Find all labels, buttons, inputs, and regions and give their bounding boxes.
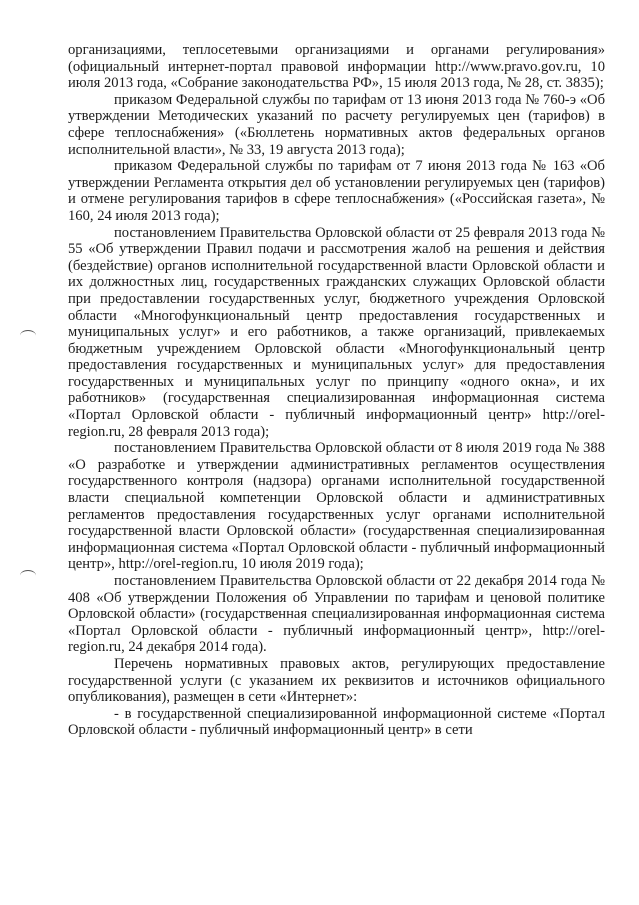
paragraph-order-163: приказом Федеральной службы по тарифам от 7 июня 2013 года № 163 «Об утверждении Регламента открытия дел об установлении регулируемых цен (тарифов) и отмене регулирования тарифов в сфере теплоснабжения» («Российская газета», № 160, 24 июля 2013 года); [68,158,605,224]
document-body [68,42,605,739]
paragraph-list-item: - в государственной специализированной информационной системе «Портал Орловской области - публичный информационный центр» в сети [68,705,605,739]
binder-hole-mark [20,570,36,581]
paragraph-list-statement: Перечень нормативных правовых актов, регулирующих предоставление государственной услуги (с указанием их реквизитов и источников официального опубликования), размещен в сети «Интернет»: [68,655,605,706]
paragraph-order-760e: приказом Федеральной службы по тарифам от 13 июня 2013 года № 760-э «Об утверждении Методических указаний по расчету регулируемых цен (тарифов) в сфере теплоснабжения» («Бюллетень нормативных актов федеральных органов исполнительной власти», № 33, 19 августа 2013 года); [68,91,605,158]
paragraph-resolution-408: постановлением Правительства Орловской области от 22 декабря 2014 года № 408 «Об утверждении Положения об Управлении по тарифам и ценовой политике Орловской области» (государственная специализированная информационная система «Портал Орловской области - публичный информационный центр», http://orel-region.ru, 24 декабря 2014 года). [68,573,605,656]
paragraph-continuation: организациями, теплосетевыми организациями и органами регулирования» (официальный интернет-портал правовой информации http://www.pravo.gov.ru, 10 июля 2013 года, «Собрание законодательства РФ», 15 июля 2013 года, № 28, ст. 3835); [68,42,605,92]
binder-hole-mark [20,330,36,341]
paragraph-resolution-388: постановлением Правительства Орловской области от 8 июля 2019 года № 388 «О разработке и утверждении административных регламентов осуществления государственного контроля (надзора) органами исполнительной государственной власти специальной компетенции Орловской области и административных регламентов предоставления государственных услуг органами исполнительной государственной власти Орловской области» (государственная специализированная информационная система «Портал Орловской области - публичный информационный центр», http://orel-region.ru, 10 июля 2019 года); [68,440,605,573]
paragraph-resolution-55: постановлением Правительства Орловской области от 25 февраля 2013 года № 55 «Об утверждении Правил подачи и рассмотрения жалоб на решения и действия (бездействие) органов исполнительной государственной власти Орловской области и их должностных лиц, государственных гражданских служащих Орловской области при предоставлении государственных услуг, бюджетного учреждения Орловской области «Многофункциональный центр предоставления государственных и муниципальных услуг» и его работников, а также организаций, привлекаемых бюджетным учреждением Орловской области «Многофункциональный центр предоставления государственных и муниципальных услуг» для предоставления государственных и муниципальных услуг по принципу «одного окна», и их работников» (государственная специализированная информационная система «Портал Орловской области - публичный информационный центр» http://orel-region.ru, 28 февраля 2013 года); [68,224,605,440]
